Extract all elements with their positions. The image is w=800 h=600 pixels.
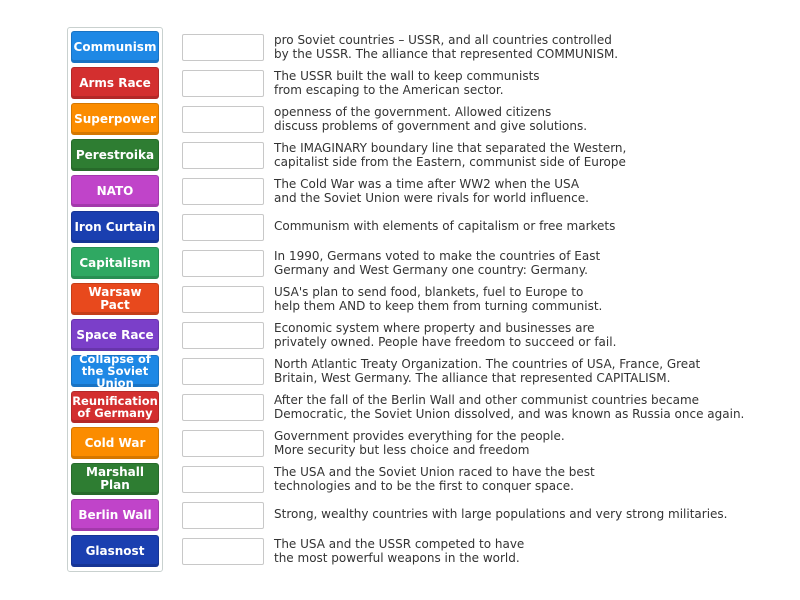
definition-text: The USA and the USSR competed to have the most powerful weapons in the world. <box>274 537 525 565</box>
draggable-tile[interactable]: Marshall Plan <box>71 463 159 495</box>
drop-slot[interactable] <box>182 214 264 241</box>
definition-text: After the fall of the Berlin Wall and other communist countries became Democratic, the Soviet Union dissolved, and was known as Russia once again. <box>274 393 745 421</box>
draggable-tile[interactable]: Space Race <box>71 319 159 351</box>
definition-text: USA's plan to send food, blankets, fuel to Europe to help them AND to keep them from turning communist. <box>274 285 603 313</box>
draggable-tile[interactable]: NATO <box>71 175 159 207</box>
definition-text: Government provides everything for the people. More security but less choice and freedom <box>274 429 565 457</box>
draggable-tile[interactable]: Warsaw Pact <box>71 283 159 315</box>
drop-slot[interactable] <box>182 34 264 61</box>
definition-text: The IMAGINARY boundary line that separated the Western, capitalist side from the Eastern, communist side of Europe <box>274 141 627 169</box>
drop-slot[interactable] <box>182 142 264 169</box>
drop-slot[interactable] <box>182 286 264 313</box>
definition-text: North Atlantic Treaty Organization. The countries of USA, France, Great Britain, West Germany. The alliance that represented CAPITALISM. <box>274 357 701 385</box>
definition-text: In 1990, Germans voted to make the countries of East Germany and West Germany one country: Germany. <box>274 249 601 277</box>
drop-slot[interactable] <box>182 358 264 385</box>
drop-slot[interactable] <box>182 106 264 133</box>
definition-text: Economic system where property and businesses are privately owned. People have freedom to succeed or fail. <box>274 321 617 349</box>
drop-slot[interactable] <box>182 250 264 277</box>
drop-slot[interactable] <box>182 178 264 205</box>
definition-text: Communism with elements of capitalism or free markets <box>274 219 616 233</box>
definition-text: The Cold War was a time after WW2 when the USA and the Soviet Union were rivals for world influence. <box>274 177 589 205</box>
drop-slot[interactable] <box>182 430 264 457</box>
drop-slot[interactable] <box>182 538 264 565</box>
draggable-tile[interactable]: Reunification of Germany <box>71 391 159 423</box>
drop-slot[interactable] <box>182 322 264 349</box>
draggable-tile[interactable]: Collapse of the Soviet Union <box>71 355 159 387</box>
definition-text: The USA and the Soviet Union raced to have the best technologies and to be the first to conquer space. <box>274 465 595 493</box>
definition-text: The USSR built the wall to keep communists from escaping to the American sector. <box>274 69 540 97</box>
definition-text: pro Soviet countries – USSR, and all countries controlled by the USSR. The alliance that represented COMMUNISM. <box>274 33 619 61</box>
draggable-tile[interactable]: Perestroika <box>71 139 159 171</box>
draggable-tile[interactable]: Capitalism <box>71 247 159 279</box>
draggable-tile[interactable]: Communism <box>71 31 159 63</box>
draggable-tile[interactable]: Superpower <box>71 103 159 135</box>
draggable-tile[interactable]: Iron Curtain <box>71 211 159 243</box>
draggable-tile[interactable]: Cold War <box>71 427 159 459</box>
draggable-tile[interactable]: Arms Race <box>71 67 159 99</box>
drop-slot[interactable] <box>182 466 264 493</box>
draggable-tile[interactable]: Berlin Wall <box>71 499 159 531</box>
drop-slot[interactable] <box>182 394 264 421</box>
definition-text: openness of the government. Allowed citizens discuss problems of government and give solutions. <box>274 105 588 133</box>
drop-slot[interactable] <box>182 70 264 97</box>
drop-slot[interactable] <box>182 502 264 529</box>
definition-text: Strong, wealthy countries with large populations and very strong militaries. <box>274 507 728 521</box>
draggable-tile[interactable]: Glasnost <box>71 535 159 567</box>
